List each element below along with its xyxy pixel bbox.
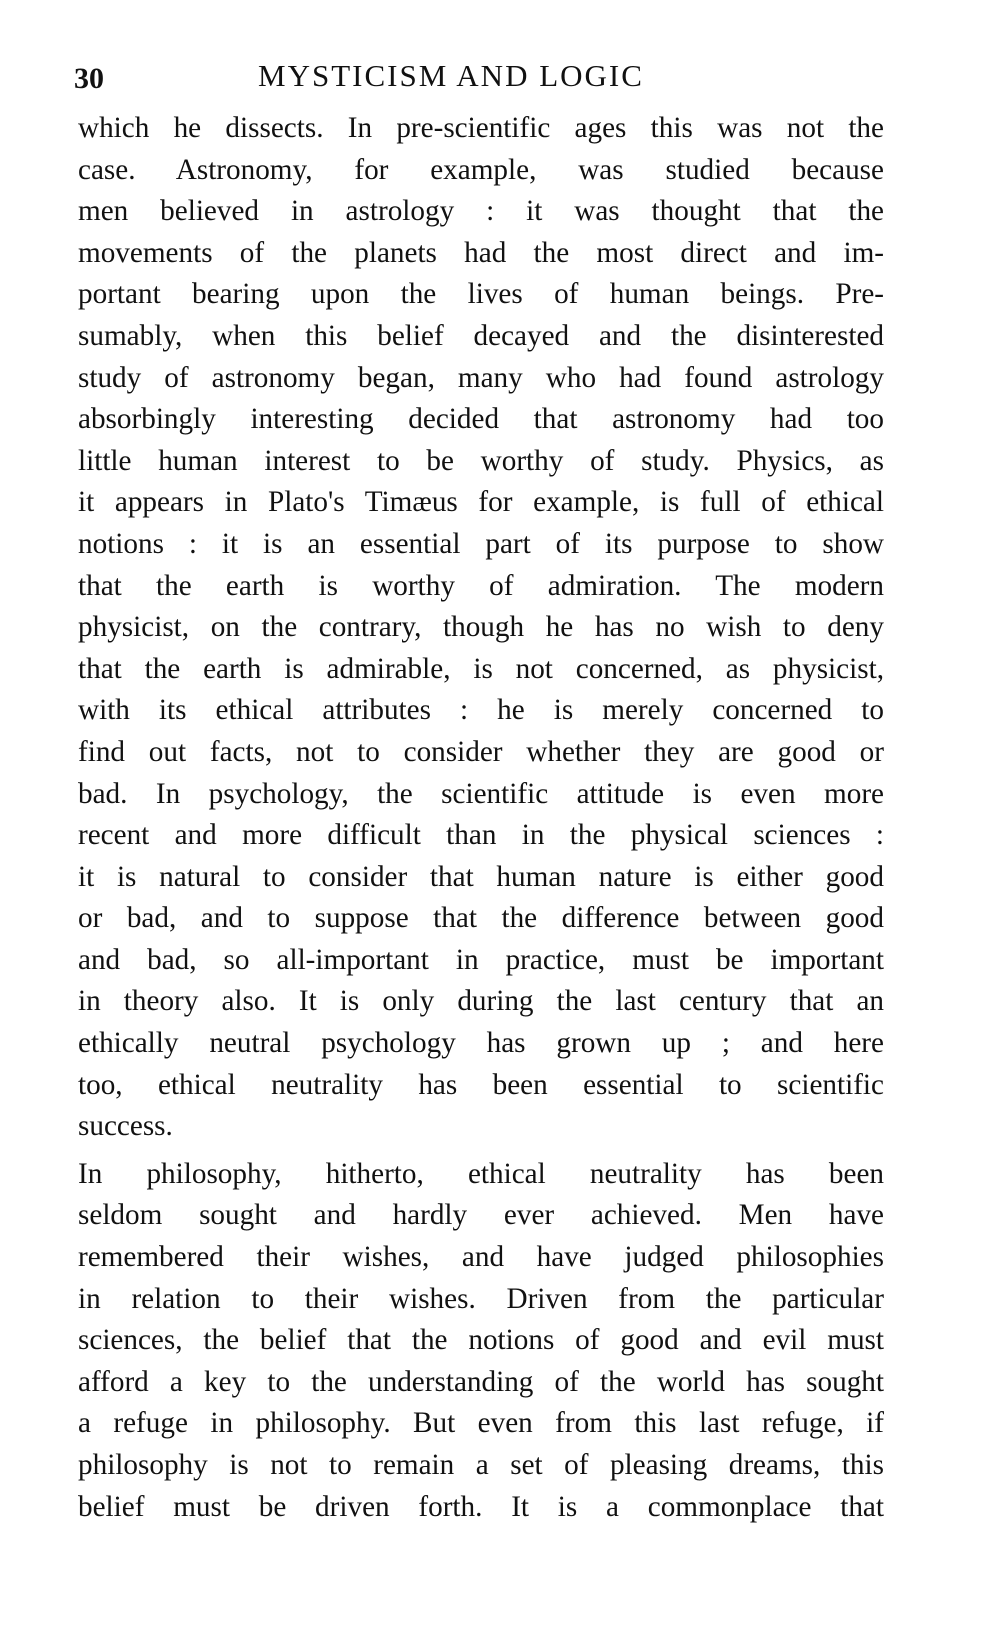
- book-page: [74, 52, 884, 1528]
- text-line: find out facts, not to consider whether they are good or: [78, 735, 884, 768]
- running-title: MYSTICISM AND LOGIC: [258, 58, 644, 93]
- text-line: remembered their wishes, and have judged philosophies: [78, 1241, 884, 1274]
- text-line: it appears in Plato's Timæus for example, is full of ethical: [78, 486, 884, 519]
- text-line: In philosophy, hitherto, ethical neutrality has been: [78, 1157, 884, 1190]
- text-line: or bad, and to suppose that the difference between good: [78, 902, 884, 935]
- body-text: [78, 108, 884, 1528]
- text-line: success.: [78, 1110, 173, 1143]
- text-line: in relation to their wishes. Driven from the particular: [78, 1282, 884, 1315]
- text-line: in theory also. It is only during the last century that an: [78, 985, 884, 1018]
- page-number: 30: [74, 62, 104, 95]
- text-line: bad. In psychology, the scientific attitude is even more: [78, 777, 884, 810]
- text-line: seldom sought and hardly ever achieved. Men have: [78, 1199, 884, 1232]
- text-line: belief must be driven forth. It is a commonplace that: [78, 1490, 884, 1523]
- text-line: portant bearing upon the lives of human beings. Pre-: [78, 278, 884, 311]
- text-line: that the earth is worthy of admiration. The modern: [78, 569, 884, 602]
- text-line: and bad, so all-important in practice, must be important: [78, 943, 884, 976]
- text-line: ethically neutral psychology has grown up ; and here: [78, 1027, 884, 1060]
- text-line: sumably, when this belief decayed and the disinterested: [78, 319, 884, 352]
- text-line: case. Astronomy, for example, was studied because: [78, 153, 884, 186]
- text-line: which he dissects. In pre-scientific ages this was not the: [78, 112, 884, 144]
- text-line: absorbingly interesting decided that astronomy had too: [78, 403, 884, 436]
- text-line: it is natural to consider that human nature is either good: [78, 860, 884, 893]
- text-line: that the earth is admirable, is not concerned, as physicist,: [78, 652, 884, 685]
- page-header: [74, 52, 884, 108]
- text-line: physicist, on the contrary, though he has no wish to deny: [78, 611, 884, 644]
- text-line: with its ethical attributes : he is merely concerned to: [78, 694, 884, 727]
- text-line: notions : it is an essential part of its purpose to show: [78, 527, 884, 560]
- text-line: movements of the planets had the most direct and im-: [78, 236, 884, 269]
- text-line: recent and more difficult than in the physical sciences :: [78, 819, 884, 852]
- text-line: philosophy is not to remain a set of pleasing dreams, this: [78, 1449, 884, 1481]
- text-line: little human interest to be worthy of study. Physics, as: [78, 444, 884, 477]
- text-line: afford a key to the understanding of the world has sought: [78, 1365, 884, 1398]
- text-line: too, ethical neutrality has been essential to scientific: [78, 1068, 884, 1101]
- text-line: study of astronomy began, many who had found astrology: [78, 361, 884, 394]
- text-line: sciences, the belief that the notions of good and evil must: [78, 1324, 884, 1357]
- paragraph-1: [78, 108, 884, 1148]
- text-line: a refuge in philosophy. But even from this last refuge, if: [78, 1407, 884, 1440]
- paragraph-2: [78, 1154, 884, 1528]
- text-line: men believed in astrology : it was thought that the: [78, 195, 884, 228]
